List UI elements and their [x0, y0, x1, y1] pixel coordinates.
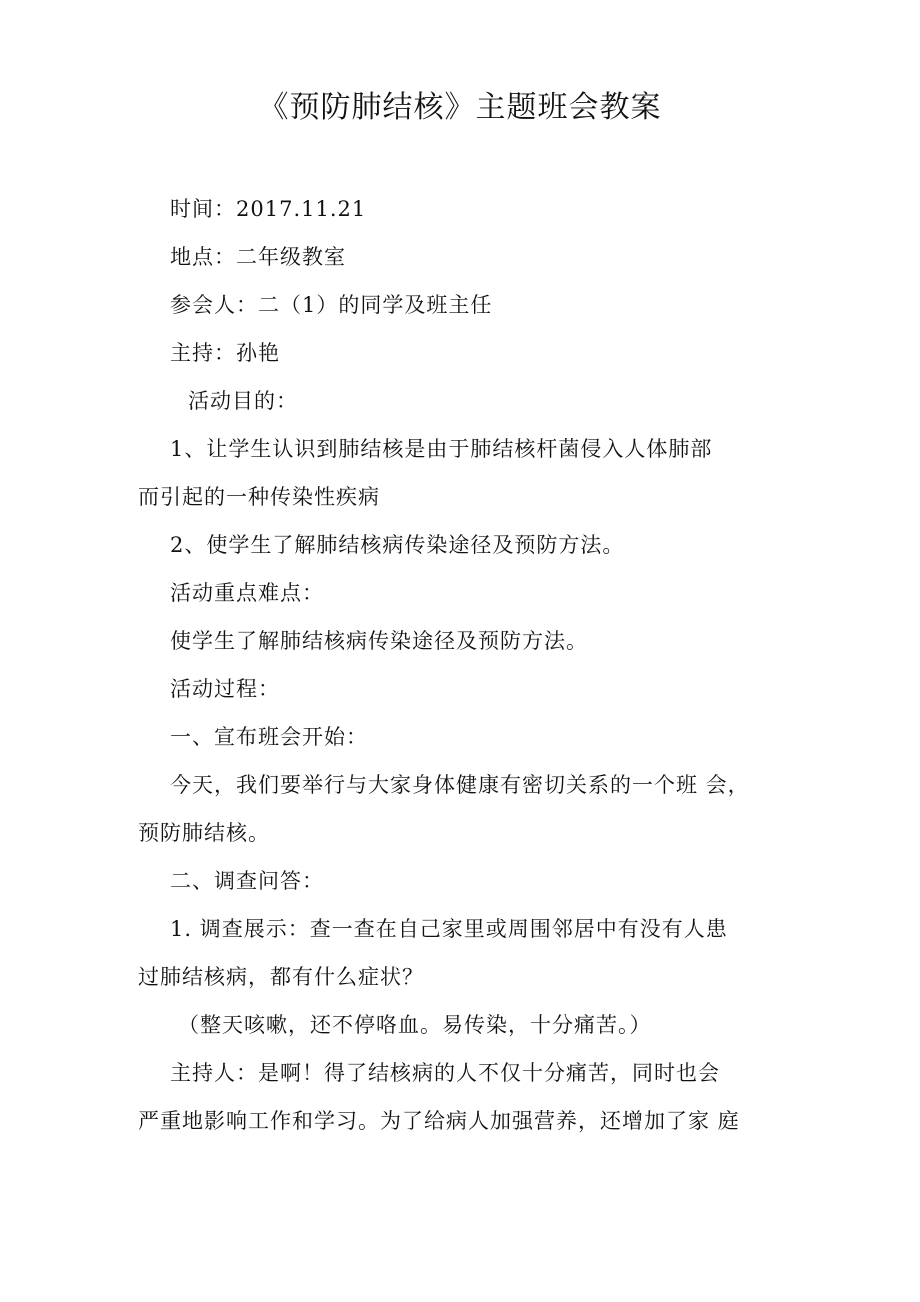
section-one-paragraph-continued: 预防肺结核。	[138, 821, 270, 845]
objective-item-1-continued: 而引起的一种传染性疾病	[138, 485, 380, 509]
objective-item-2: 2、使学生了解肺结核病传染途径及预防方法。	[170, 533, 625, 557]
attendees-line: 参会人：二（1）的同学及班主任	[170, 293, 493, 317]
section-two-heading: 二、调查问答：	[170, 869, 324, 893]
process-heading: 活动过程：	[170, 677, 280, 701]
section-one-heading: 一、宣布班会开始：	[170, 725, 368, 749]
key-points-text: 使学生了解肺结核病传染途径及预防方法。	[170, 629, 588, 653]
host-remark: 主持人：是啊！得了结核病的人不仅十分痛苦，同时也会	[170, 1061, 720, 1085]
host-line: 主持：孙艳	[170, 341, 280, 365]
host-remark-continued: 严重地影响工作和学习。为了给病人加强营养，还增加了家 庭	[138, 1109, 740, 1133]
objective-heading: 活动目的：	[188, 389, 298, 413]
survey-item-1-continued: 过肺结核病，都有什么症状？	[138, 965, 424, 989]
key-points-heading: 活动重点难点：	[170, 581, 324, 605]
section-one-paragraph: 今天，我们要举行与大家身体健康有密切关系的一个班 会，	[170, 773, 750, 797]
meeting-time-line: 时间：2017.11.21	[170, 197, 367, 221]
survey-item-1: 1. 调查展示：查一查在自己家里或周围邻居中有没有人患	[170, 917, 728, 941]
document-title: 《预防肺结核》主题班会教案	[258, 90, 662, 125]
objective-item-1: 1、让学生认识到肺结核是由于肺结核杆菌侵入人体肺部	[170, 437, 713, 461]
survey-answer: （整天咳嗽，还不停咯血。易传染，十分痛苦。）	[178, 1013, 652, 1037]
meeting-location-line: 地点：二年级教室	[170, 245, 346, 269]
